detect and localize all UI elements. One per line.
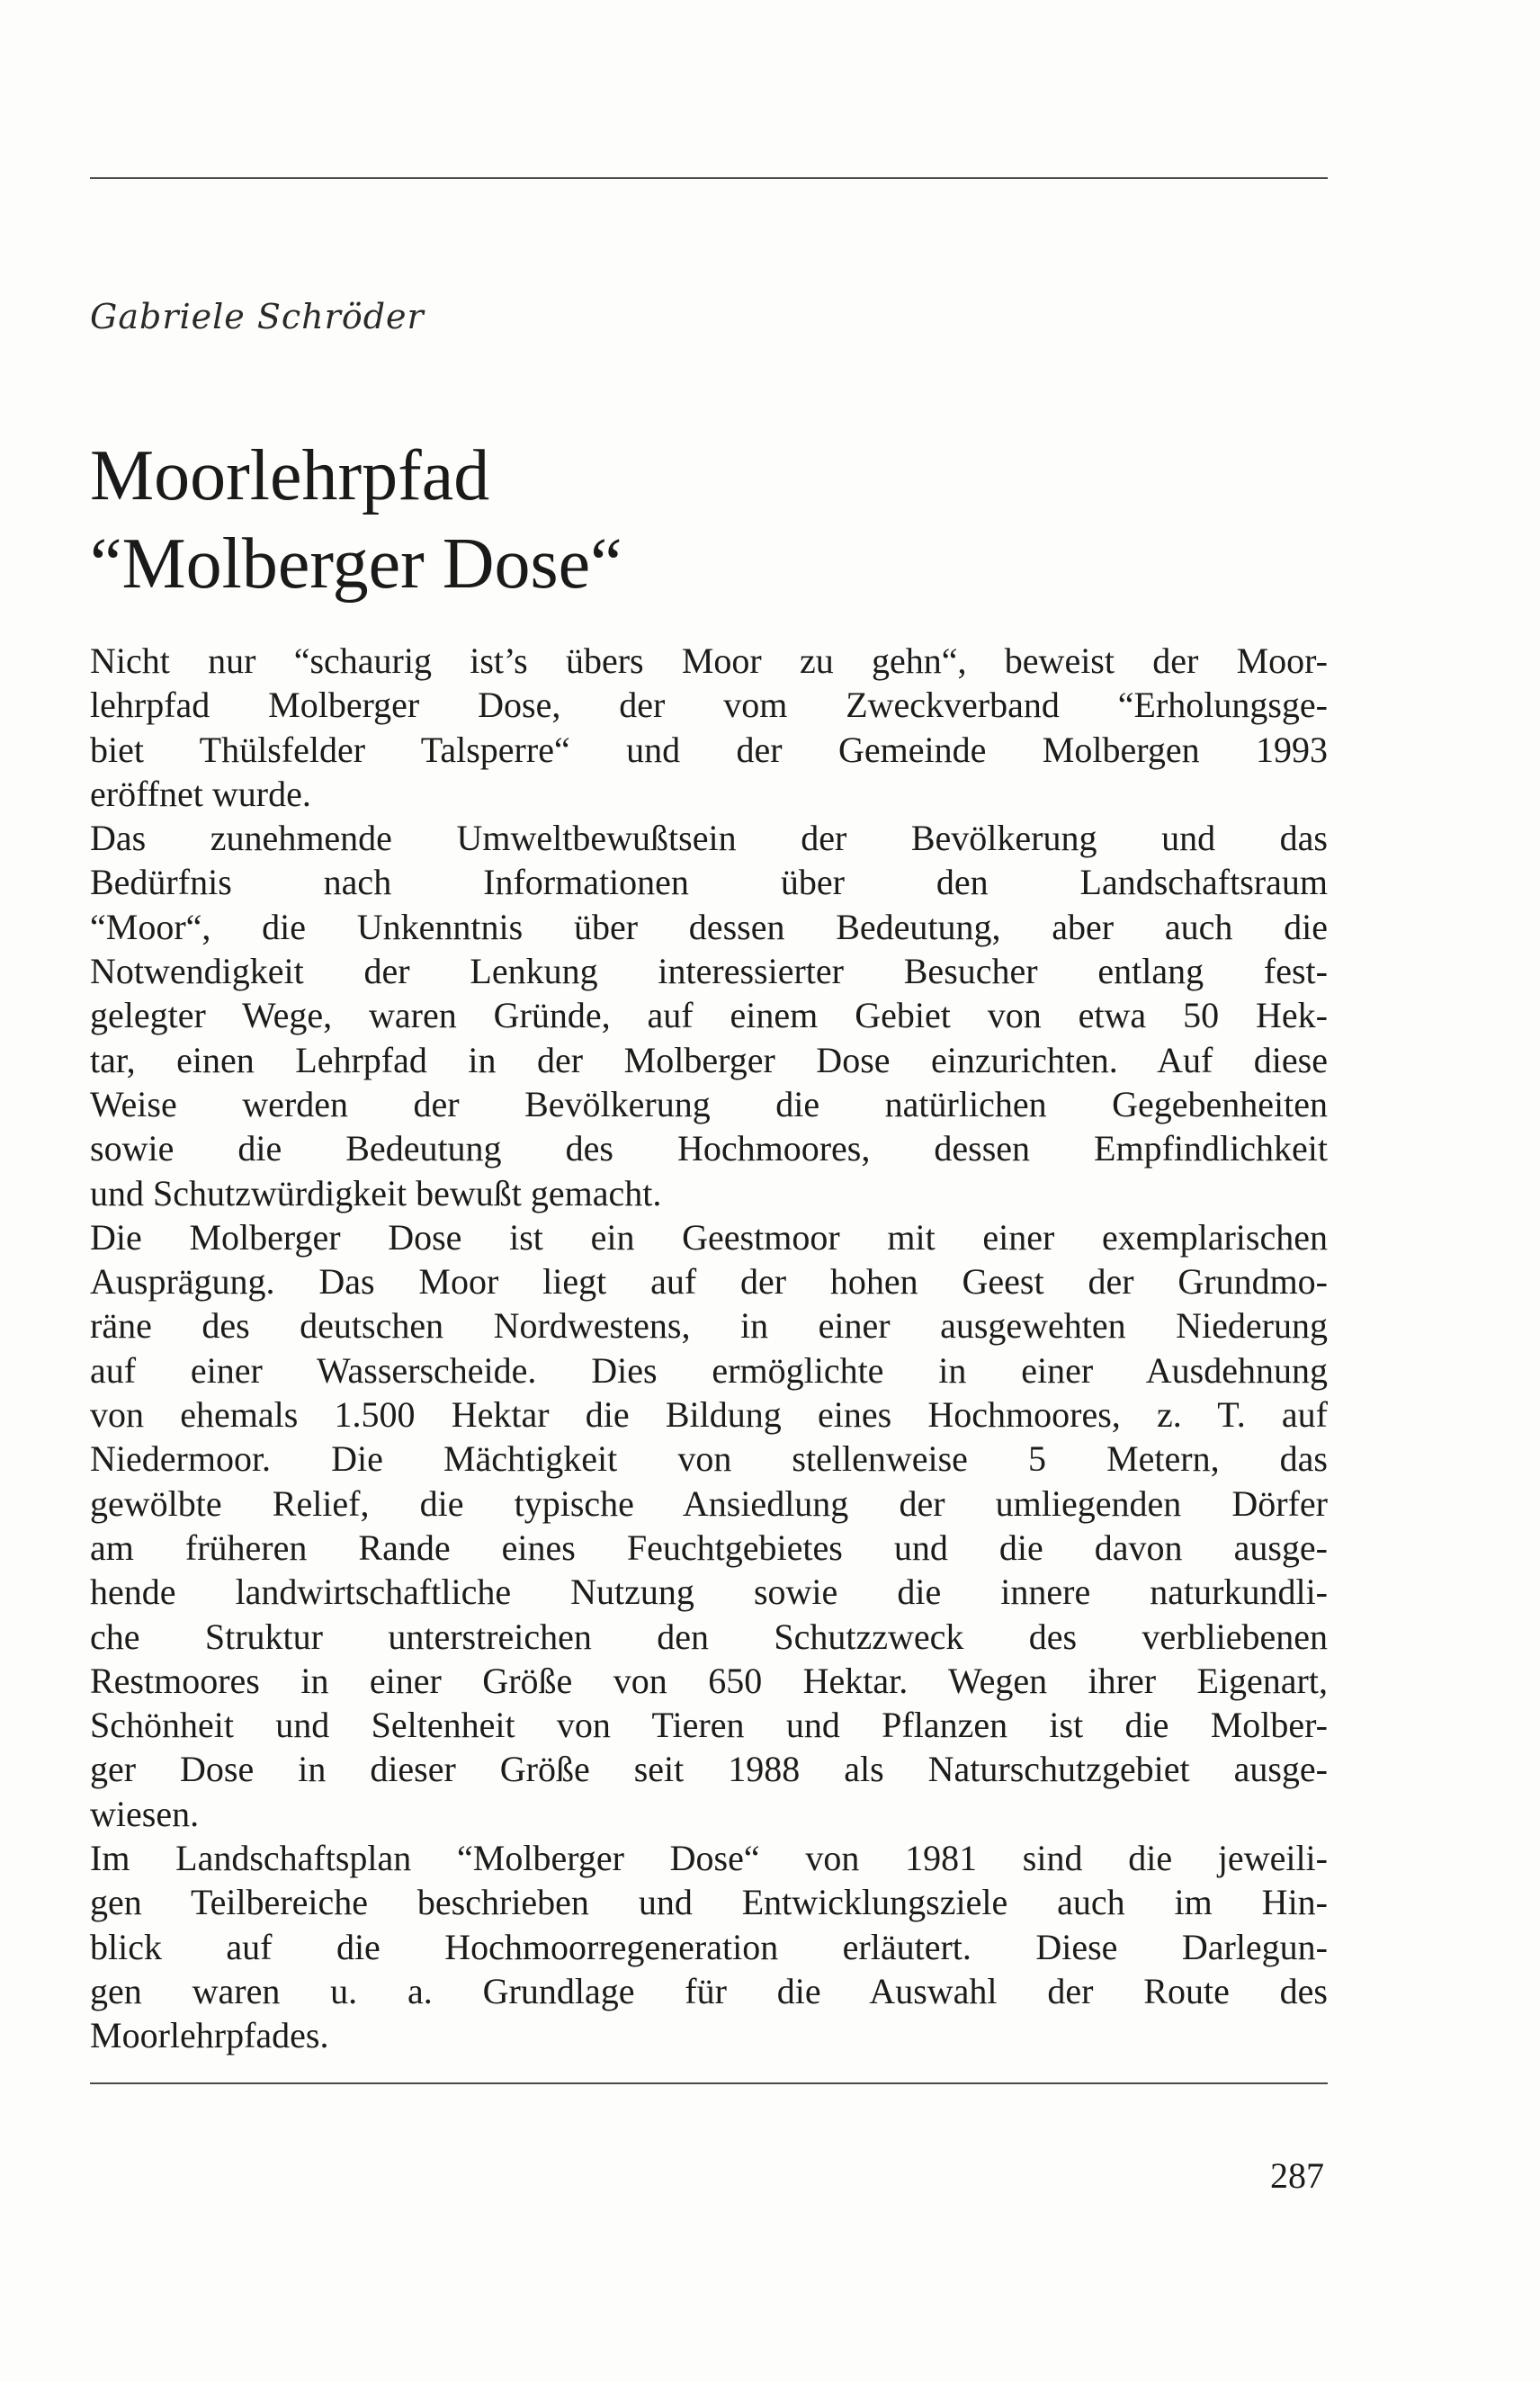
text-line: gelegter Wege, waren Gründe, auf einem Gebiet von etwa 50 Hek- (90, 995, 1328, 1036)
text-line: Niedermoor. Die Mächtigkeit von stellenweise 5 Metern, das (90, 1438, 1328, 1480)
text-line: eröffnet wurde. (90, 773, 311, 814)
text-line: che Struktur unterstreichen den Schutzzweck des verbliebenen (90, 1616, 1328, 1657)
page-number: 287 (1270, 2155, 1324, 2196)
top-rule (90, 177, 1328, 179)
text-line: “Moor“, die Unkenntnis über dessen Bedeutung, aber auch die (90, 906, 1328, 947)
text-line: und Schutzwürdigkeit bewußt gemacht. (90, 1172, 662, 1213)
text-line: Die Molberger Dose ist ein Geestmoor mit einer exemplarischen (90, 1216, 1328, 1258)
text-line: Notwendigkeit der Lenkung interessierter Besucher entlang fest- (90, 951, 1328, 992)
paragraph (90, 1836, 1328, 2057)
paragraph (90, 816, 1328, 1215)
text-line: Bedürfnis nach Informationen über den Landschaftsraum (90, 862, 1328, 903)
text-line: Moorlehrpfades. (90, 2015, 329, 2056)
text-line: ger Dose in dieser Größe seit 1988 als Naturschutzgebiet ausge- (90, 1749, 1328, 1790)
text-line: gen Teilbereiche beschrieben und Entwicklungsziele auch im Hin- (90, 1882, 1328, 1923)
text-line: sowie die Bedeutung des Hochmoores, dessen Empfindlichkeit (90, 1128, 1328, 1169)
text-line: räne des deutschen Nordwestens, in einer ausgewehten Niederung (90, 1305, 1328, 1347)
text-line: auf einer Wasserscheide. Dies ermöglichte in einer Ausdehnung (90, 1349, 1328, 1391)
text-line: blick auf die Hochmoorregeneration erläutert. Diese Darlegun- (90, 1926, 1328, 1967)
text-line: Im Landschaftsplan “Molberger Dose“ von 1981 sind die jeweili- (90, 1838, 1328, 1879)
text-line: lehrpfad Molberger Dose, der vom Zweckverband “Erholungsge- (90, 685, 1328, 726)
article-body (90, 639, 1328, 2058)
title-line: “Molberger Dose“ (90, 524, 622, 604)
text-line: hende landwirtschaftliche Nutzung sowie die innere naturkundli- (90, 1572, 1328, 1613)
text-line: wiesen. (90, 1793, 200, 1834)
title-line: Moorlehrpfad (90, 436, 490, 515)
text-line: gewölbte Relief, die typische Ansiedlung der umliegenden Dörfer (90, 1482, 1328, 1524)
text-line: biet Thülsfelder Talsperre“ und der Gemeinde Molbergen 1993 (90, 729, 1328, 770)
author-name: Gabriele Schröder (90, 297, 425, 336)
text-line: von ehemals 1.500 Hektar die Bildung eines Hochmoores, z. T. auf (90, 1394, 1328, 1436)
text-line: Restmoores in einer Größe von 650 Hektar. Wegen ihrer Eigenart, (90, 1660, 1328, 1701)
text-line: Schönheit und Seltenheit von Tieren und Pflanzen ist die Molber- (90, 1705, 1328, 1746)
text-line: Nicht nur “schaurig ist’s übers Moor zu gehn“, beweist der Moor- (90, 640, 1328, 681)
text-line: Das zunehmende Umweltbewußtsein der Bevölkerung und das (90, 818, 1328, 859)
text-line: tar, einen Lehrpfad in der Molberger Dose einzurichten. Auf diese (90, 1039, 1328, 1080)
bottom-rule (90, 2082, 1328, 2084)
text-line: gen waren u. a. Grundlage für die Auswahl der Route des (90, 1970, 1328, 2011)
text-line: Ausprägung. Das Moor liegt auf der hohen Geest der Grundmo- (90, 1261, 1328, 1303)
text-line: Weise werden der Bevölkerung die natürlichen Gegebenheiten (90, 1083, 1328, 1124)
paragraph (90, 639, 1328, 816)
paragraph (90, 1215, 1328, 1836)
text-line: am früheren Rande eines Feuchtgebietes und die davon ausge- (90, 1527, 1328, 1568)
article-title (90, 432, 1328, 608)
